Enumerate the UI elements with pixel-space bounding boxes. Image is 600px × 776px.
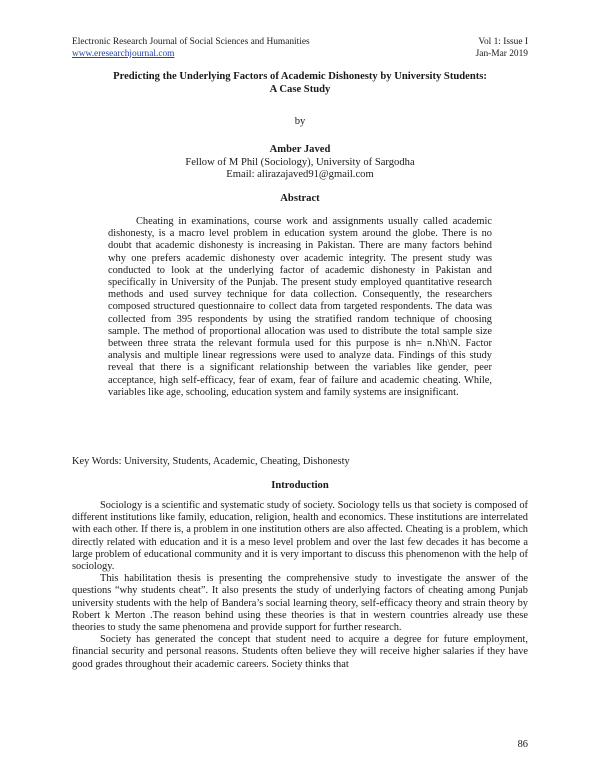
introduction-body	[72, 500, 528, 671]
paper-title	[72, 70, 528, 96]
volume-issue: Vol 1: Issue I	[478, 37, 528, 47]
abstract-heading: Abstract	[280, 193, 320, 204]
journal-name: Electronic Research Journal of Social Sciences and Humanities	[72, 37, 310, 47]
issue-date: Jan-Mar 2019	[475, 49, 528, 59]
title-line-2: A Case Study	[269, 84, 331, 95]
keywords: Key Words: University, Students, Academic, Cheating, Dishonesty	[72, 456, 350, 467]
intro-paragraph-3: Society has generated the concept that student need to acquire a degree for future employment, financial security and personal reasons. Students often believe they will receive higher salaries if they have good grades throughout their academic careers. Society thinks that	[72, 634, 528, 670]
author-email: Email: alirazajaved91@gmail.com	[226, 169, 374, 180]
abstract-text: Cheating in examinations, course work and assignments usually called academic dishonesty, is a macro level problem in education system around the globe. There is no doubt that academic dishonesty is increasing in Pakistan. There are many factors behind why one prefers academic dishonesty over academic integrity. The present study was conducted to look at the underlying factor of academic dishonesty in Pakistan and specifically in University of the Punjab. The present study employed quantitative research methods and used survey technique for data collection. Consequently, the researchers composed structured questionnaire to collect data from targeted respondents. The data was collected from 395 respondents by using the stratified random technique of choosing sample. The method of proportional allocation was used to distribute the total sample size between three strata the relevant formula used for this purpose is nh= n.Nh\N. Factor analysis and multiple linear regressions were used to analyze data. Findings of this study reveal that there is a significant relationship between the variables like gender, peer acceptance, high self-efficacy, fear of exam, fear of failure and academic cheating. While, variables like age, schooling, education system and family systems are insignificant.	[108, 216, 492, 398]
running-header	[72, 36, 528, 60]
author-name: Amber Javed	[269, 144, 331, 155]
author-affiliation: Fellow of M Phil (Sociology), University of Sargodha	[185, 156, 415, 168]
intro-paragraph-1: Sociology is a scientific and systematic study of society. Sociology tells us that society is composed of different institutions like family, education, religion, health and economics. These institutions are interrelated with each other. If there is, a problem in one institution others are also affected. Cheating is a problem, which directly related with education and it is a meso level problem and over the last few decades it has become a large problem of educational community and it is very important to discuss this phenomenon with the help of sociology.	[72, 500, 528, 573]
intro-paragraph-2: This habilitation thesis is presenting the comprehensive study to investigate the answer of the questions “why students cheat”. It also presents the study of underlying factors of cheating among Punjab university students with the help of Bandera’s social learning theory, self-efficacy theory and strain theory by Robert k Merton .The reason behind using these theories is that in western countries already use these theories to study the same phenomena and provide support for further research.	[72, 573, 528, 634]
author-block	[0, 144, 600, 182]
title-line-1: Predicting the Underlying Factors of Academic Dishonesty by University Students:	[113, 71, 487, 82]
by-line: by	[294, 116, 306, 127]
introduction-heading: Introduction	[271, 480, 329, 491]
page-number: 86	[517, 739, 528, 750]
journal-url-link[interactable]: www.eresearchjournal.com	[72, 49, 175, 59]
